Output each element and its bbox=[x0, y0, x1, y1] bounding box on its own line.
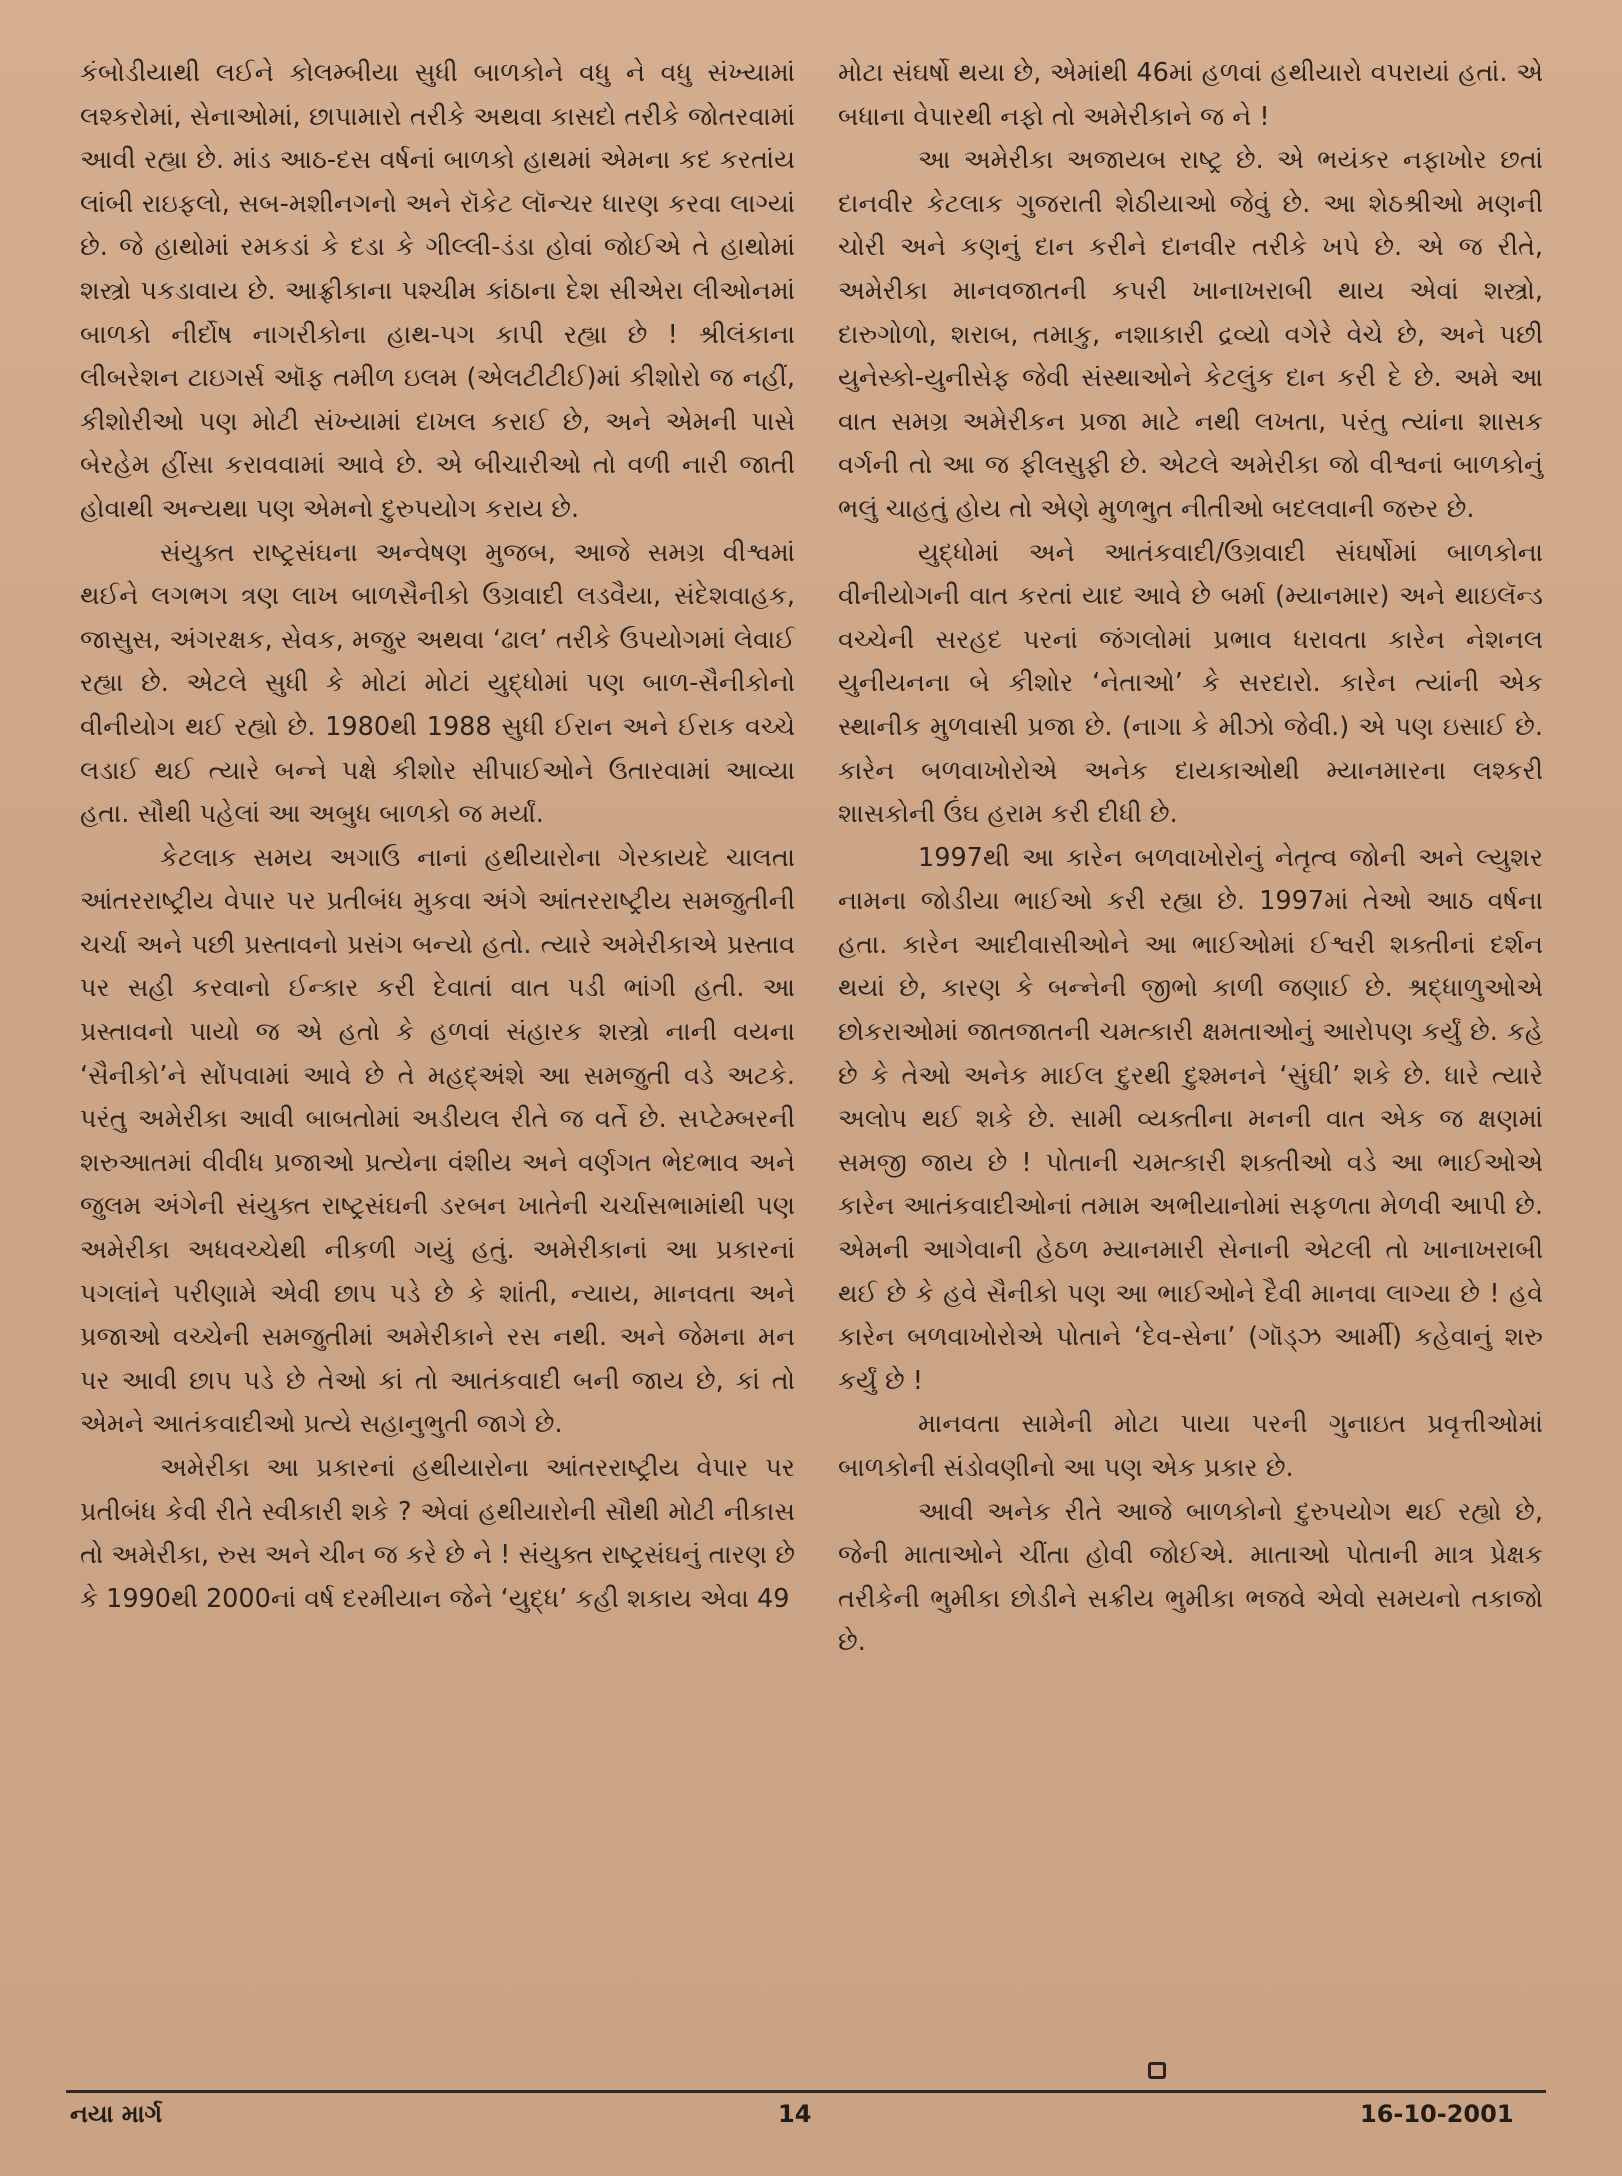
paragraph: આવી અનેક રીતે આજે બાળકોનો દુરુપયોગ થઈ રહ્યો છે, જેની માતાઓને ચીંતા હોવી જોઈએ. માતાઓ પોતાની માત્ર પ્રેક્ષક તરીકેની ભુમીકા છોડીને સક્રીય ભુમીકા ભજવે એવો સમયનો તકાજો છે. bbox=[838, 1496, 1543, 1658]
paragraph: કેટલાક સમય અગાઉ નાનાં હથીયારોના ગેરકાયદે ચાલતા આંતરરાષ્ટ્રીય વેપાર પર પ્રતીબંધ મુકવા અંગે આંતરરાષ્ટ્રીય સમજુતીની ચર્ચા અને પછી પ્રસ્તાવનો પ્રસંગ બન્યો હતો. ત્યારે અમેરીકાએ પ્રસ્તાવ પર સહી કરવાનો ઈન્કાર કરી દેવાતાં વાત પડી ભાંગી હતી. આ પ્રસ્તાવનો પાયો જ એ હતો કે હળવાં સંહારક શસ્ત્રો નાની વયના ‘સૈનીકો’ને સોંપવામાં આવે છે તે મહદ્અંશે આ સમજુતી વડે અટકે. પરંતુ અમેરીકા આવી બાબતોમાં અડીયલ રીતે જ વર્તે છે. સપ્ટેમ્બરની શરુઆતમાં વીવીધ પ્રજાઓ પ્રત્યેના વંશીય અને વર્ણગત ભેદભાવ અને જુલમ અંગેની સંયુક્ત રાષ્ટ્રસંઘની ડરબન ખાતેની ચર્ચાસભામાંથી પણ અમેરીકા અધવચ્ચેથી નીકળી ગયું હતું. અમેરીકાનાં આ પ્રકારનાં પગલાંને પરીણામે એવી છાપ પડે છે કે શાંતી, ન્યાય, માનવતા અને પ્રજાઓ વચ્ચેની સમજુતીમાં અમેરીકાને રસ નથી. અને જેમના મન પર આવી છાપ પડે છે તેઓ કાં તો આતંકવાદી બની જાય છે, કાં તો એમને આતંકવાદીઓ પ્રત્યે સહાનુભુતી જાગે છે. bbox=[80, 842, 795, 1440]
paragraph: માનવતા સામેની મોટા પાયા પરની ગુનાઇત પ્રવૃત્તીઓમાં બાળકોની સંડોવણીનો આ પણ એક પ્રકાર છે. bbox=[838, 1409, 1543, 1483]
paragraph: યુદ્ધોમાં અને આતંકવાદી/ઉગ્રવાદી સંઘર્ષોમાં બાળકોના વીનીયોગની વાત કરતાં યાદ આવે છે બર્મા (મ્યાનમાર) અને થાઇલૅન્ડ વચ્ચેની સરહદ પરનાં જંગલોમાં પ્રભાવ ધરાવતા કારેન નેશનલ યુનીયનના બે કીશોર ‘નેતાઓ’ કે સરદારો. કારેન ત્યાંની એક સ્થાનીક મુળવાસી પ્રજા છે. (નાગા કે મીઝો જેવી.) એ પણ ઇસાઈ છે. કારેન બળવાખોરોએ અનેક દાયકાઓથી મ્યાનમારના લશ્કરી શાસકોની ઉંઘ હરામ કરી દીધી છે. bbox=[838, 537, 1543, 830]
paragraph: 1997થી આ કારેન બળવાખોરોનું નેતૃત્વ જોની અને લ્યુશર નામના જોડીયા ભાઈઓ કરી રહ્યા છે. 1997માં તેઓ આઠ વર્ષના હતા. કારેન આદીવાસીઓને આ ભાઈઓમાં ઈશ્વરી શક્તીનાં દર્શન થયાં છે, કારણ કે બન્નેની જીભો કાળી જણાઈ છે. શ્રદ્ધાળુઓએ છોકરાઓમાં જાતજાતની ચમત્કારી ક્ષમતાઓનું આરોપણ કર્યું છે. કહે છે કે તેઓ અનેક માઈલ દુરથી દુશ્મનને ‘સુંઘી’ શકે છે. ધારે ત્યારે અલોપ થઈ શકે છે. સામી વ્યક્તીના મનની વાત એક જ ક્ષણમાં સમજી જાય છે ! પોતાની ચમત્કારી શક્તીઓ વડે આ ભાઈઓએ કારેન આતંકવાદીઓનાં તમામ અભીયાનોમાં સફળતા મેળવી આપી છે. એમની આગેવાની હેઠળ મ્યાનમારી સેનાની એટલી તો ખાનાખરાબી થઈ છે કે હવે સૈનીકો પણ આ ભાઈઓને દૈવી માનવા લાગ્યા છે ! હવે કારેન બળવાખોરોએ પોતાને ‘દેવ-સેના’ (ગૉડ્ઝ આર્મી) કહેવાનું શરુ કર્યું છે ! bbox=[838, 842, 1543, 1396]
paragraph: આ અમેરીકા અજાયબ રાષ્ટ્ર છે. એ ભયંકર નફાખોર છતાં દાનવીર કેટલાક ગુજરાતી શેઠીયાઓ જેવું છે. આ શેઠશ્રીઓ મણની ચોરી અને કણનું દાન કરીને દાનવીર તરીકે ખપે છે. એ જ રીતે, અમેરીકા માનવજાતની કપરી ખાનાખરાબી થાય એવાં શસ્ત્રો, દારુગોળો, શરાબ, તમાકુ, નશાકારી દ્રવ્યો વગેરે વેચે છે, અને પછી યુનેસ્કો-યુનીસેફ જેવી સંસ્થાઓને કેટલુંક દાન કરી દે છે. અમે આ વાત સમગ્ર અમેરીકન પ્રજા માટે નથી લખતા, પરંતુ ત્યાંના શાસક વર્ગની તો આ જ ફીલસુફી છે. એટલે અમેરીકા જો વીશ્વનાં બાળકોનું ભલું ચાહતું હોય તો એણે મુળભુત નીતીઓ બદલવાની જરુર છે. bbox=[838, 145, 1543, 524]
article-column-left bbox=[80, 52, 795, 1621]
paragraph: મોટા સંઘર્ષો થયા છે, એમાંથી 46માં હળવાં હથીયારો વપરાયાં હતાં. એ બધાના વેપારથી નફો તો અમેરીકાને જ ને ! bbox=[838, 58, 1543, 132]
page-number: 14 bbox=[778, 2100, 812, 2128]
publication-name: નયા માર્ગ bbox=[70, 2100, 163, 2128]
article-column-right bbox=[838, 52, 1543, 1665]
paragraph: અમેરીકા આ પ્રકારનાં હથીયારોના આંતરરાષ્ટ્રીય વેપાર પર પ્રતીબંધ કેવી રીતે સ્વીકારી શકે ? એવાં હથીયારોની સૌથી મોટી નીકાસ તો અમેરીકા, રુસ અને ચીન જ કરે છે ને ! સંયુક્ત રાષ્ટ્રસંઘનું તારણ છે કે 1990થી 2000નાં વર્ષ દરમીયાન જેને ‘યુદ્ધ’ કહી શકાય એવા 49 bbox=[80, 1453, 795, 1614]
issue-date: 16-10-2001 bbox=[1360, 2100, 1514, 2128]
paragraph: કંબોડીયાથી લઈને કોલમ્બીયા સુધી બાળકોને વધુ ને વધુ સંખ્યામાં લશ્કરોમાં, સેનાઓમાં, છાપામારો તરીકે અથવા કાસદો તરીકે જોતરવામાં આવી રહ્યા છે. માંડ આઠ-દસ વર્ષનાં બાળકો હાથમાં એમના કદ કરતાંય લાંબી રાઇફલો, સબ-મશીનગનો અને રૉકેટ લૉન્ચર ધારણ કરવા લાગ્યાં છે. જે હાથોમાં રમકડાં કે દડા કે ગીલ્લી-ડંડા હોવાં જોઈએ તે હાથોમાં શસ્ત્રો પકડાવાય છે. આફ્રીકાના પશ્ચીમ કાંઠાના દેશ સીએરા લીઓનમાં બાળકો નીર્દોષ નાગરીકોના હાથ-પગ કાપી રહ્યા છે ! શ્રીલંકાના લીબરેશન ટાઇગર્સ ઑફ તમીળ ઇલમ (એલટીટીઈ)માં કીશોરો જ નહીં, કીશોરીઓ પણ મોટી સંખ્યામાં દાખલ કરાઈ છે, અને એમની પાસે બેરહેમ હીંસા કરાવવામાં આવે છે. એ બીચારીઓ તો વળી નારી જાતી હોવાથી અન્યથા પણ એમનો દુરુપયોગ કરાય છે. bbox=[80, 58, 795, 524]
footer-divider bbox=[66, 2090, 1546, 2093]
end-of-article-square-icon bbox=[1148, 2062, 1166, 2079]
paragraph: સંયુક્ત રાષ્ટ્રસંઘના અન્વેષણ મુજબ, આજે સમગ્ર વીશ્વમાં થઈને લગભગ ત્રણ લાખ બાળસૈનીકો ઉગ્રવાદી લડવૈયા, સંદેશવાહક, જાસુસ, અંગરક્ષક, સેવક, મજુર અથવા ‘ઢાલ’ તરીકે ઉપયોગમાં લેવાઈ રહ્યા છે. એટલે સુધી કે મોટાં મોટાં યુદ્ધોમાં પણ બાળ-સૈનીકોનો વીનીયોગ થઈ રહ્યો છે. 1980થી 1988 સુધી ઈરાન અને ઈરાક વચ્ચે લડાઈ થઈ ત્યારે બન્ને પક્ષે કીશોર સીપાઈઓને ઉતારવામાં આવ્યા હતા. સૌથી પહેલાં આ અબુધ બાળકો જ મર્યાં. bbox=[80, 537, 795, 830]
